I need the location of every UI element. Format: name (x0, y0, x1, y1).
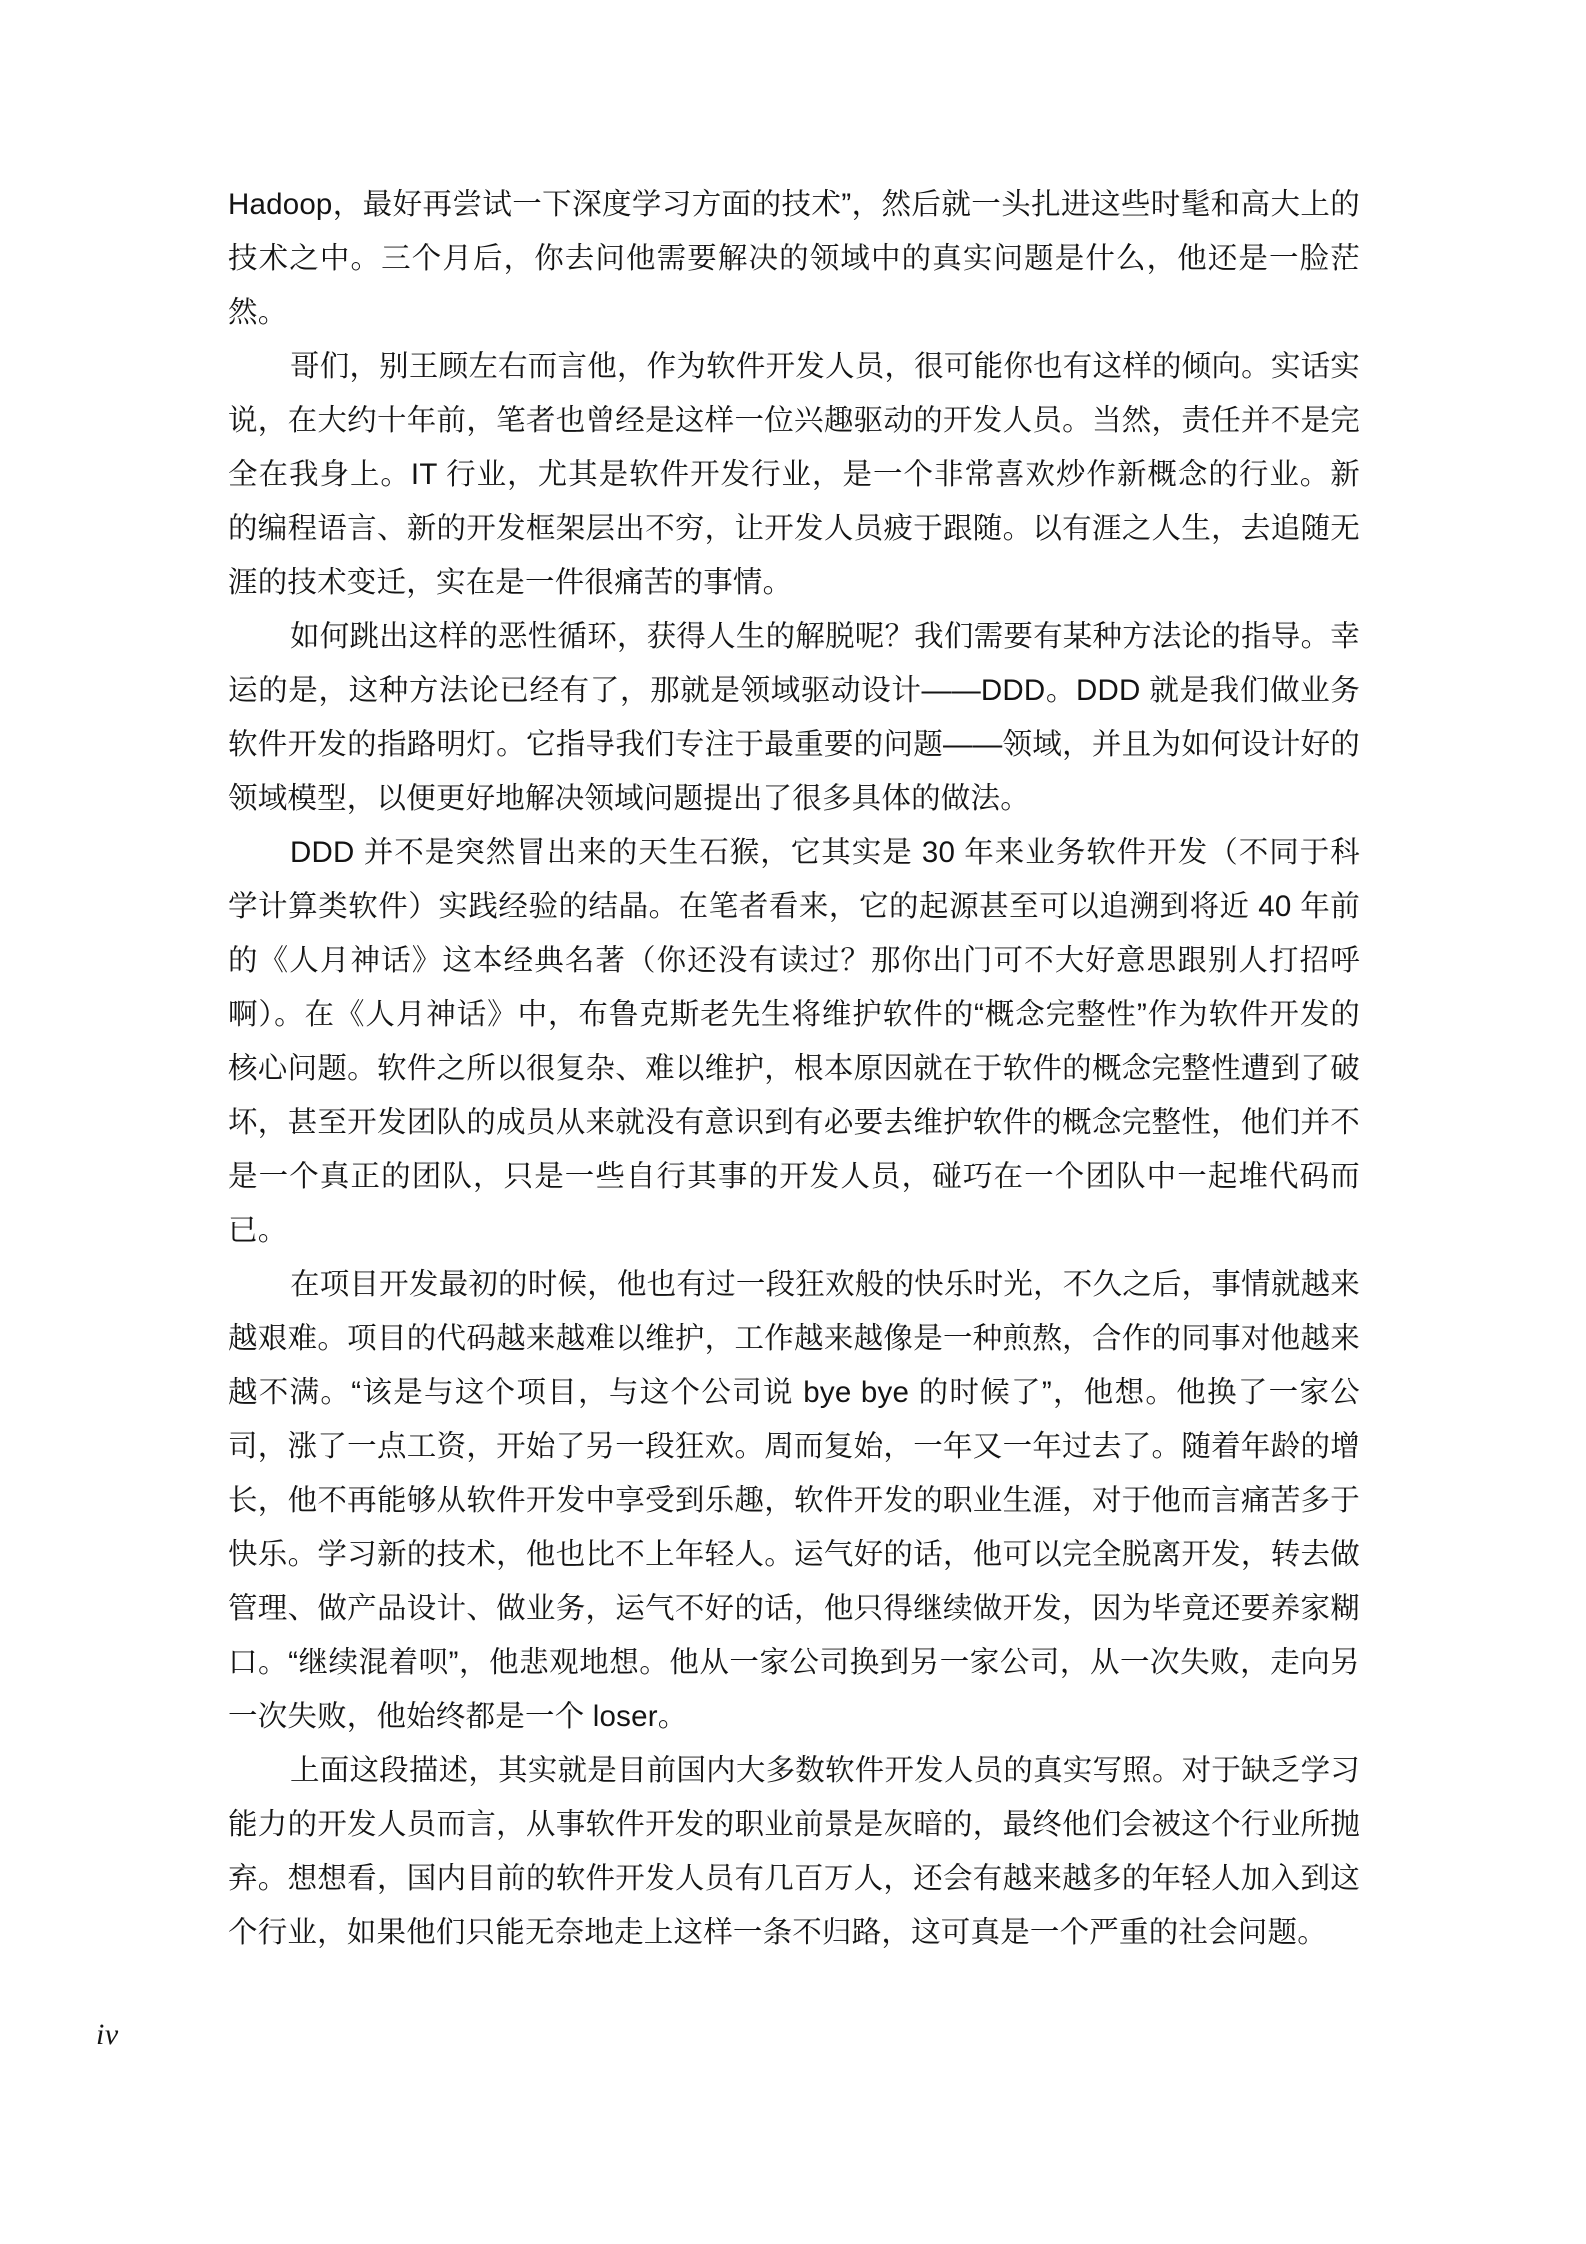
paragraph: 在项目开发最初的时候，他也有过一段狂欢般的快乐时光，不久之后，事情就越来越艰难。项目的代码越来越难以维护，工作越来越像是一种煎熬，合作的同事对他越来越不满。“该是与这个项目，与这个公司说 bye bye 的时候了”，他想。他换了一家公司，涨了一点工资，开始了另一段狂欢。周而复始，一年又一年过去了。随着年龄的增长，他不再能够从软件开发中享受到乐趣，软件开发的职业生涯，对于他而言痛苦多于快乐。学习新的技术，他也比不上年轻人。运气好的话，他可以完全脱离开发，转去做管理、做产品设计、做业务，运气不好的话，他只得继续做开发，因为毕竟还要养家糊口。“继续混着呗”，他悲观地想。他从一家公司换到另一家公司，从一次失败，走向另一次失败，他始终都是一个 loser。 (228, 1268, 1360, 1733)
body-text-column (228, 178, 1360, 1960)
paragraph: 哥们，别王顾左右而言他，作为软件开发人员，很可能你也有这样的倾向。实话实说，在大约十年前，笔者也曾经是这样一位兴趣驱动的开发人员。当然，责任并不是完全在我身上。IT 行业，尤其是软件开发行业，是一个非常喜欢炒作新概念的行业。新的编程语言、新的开发框架层出不穷，让开发人员疲于跟随。以有涯之人生，去追随无涯的技术变迁，实在是一件很痛苦的事情。 (228, 350, 1360, 599)
paragraph: Hadoop，最好再尝试一下深度学习方面的技术”，然后就一头扎进这些时髦和高大上的技术之中。三个月后，你去问他需要解决的领域中的真实问题是什么，他还是一脸茫然。 (228, 188, 1360, 329)
paragraph: 上面这段描述，其实就是目前国内大多数软件开发人员的真实写照。对于缺乏学习能力的开发人员而言，从事软件开发的职业前景是灰暗的，最终他们会被这个行业所抛弃。想想看，国内目前的软件开发人员有几百万人，还会有越来越多的年轻人加入到这个行业，如果他们只能无奈地走上这样一条不归路，这可真是一个严重的社会问题。 (228, 1754, 1360, 1949)
paragraph: DDD 并不是突然冒出来的天生石猴，它其实是 30 年来业务软件开发（不同于科学计算类软件）实践经验的结晶。在笔者看来，它的起源甚至可以追溯到将近 40 年前的《人月神话》这本经典名著（你还没有读过？那你出门可不大好意思跟别人打招呼啊）。在《人月神话》中，布鲁克斯老先生将维护软件的“概念完整性”作为软件开发的核心问题。软件之所以很复杂、难以维护，根本原因就在于软件的概念完整性遭到了破坏，甚至开发团队的成员从来就没有意识到有必要去维护软件的概念完整性，他们并不是一个真正的团队，只是一些自行其事的开发人员，碰巧在一个团队中一起堆代码而已。 (228, 836, 1360, 1247)
page-number: iv (96, 2018, 119, 2051)
paragraph: 如何跳出这样的恶性循环，获得人生的解脱呢？我们需要有某种方法论的指导。幸运的是，这种方法论已经有了，那就是领域驱动设计——DDD。DDD 就是我们做业务软件开发的指路明灯。它指导我们专注于最重要的问题——领域，并且为如何设计好的领域模型，以便更好地解决领域问题提出了很多具体的做法。 (228, 620, 1360, 815)
